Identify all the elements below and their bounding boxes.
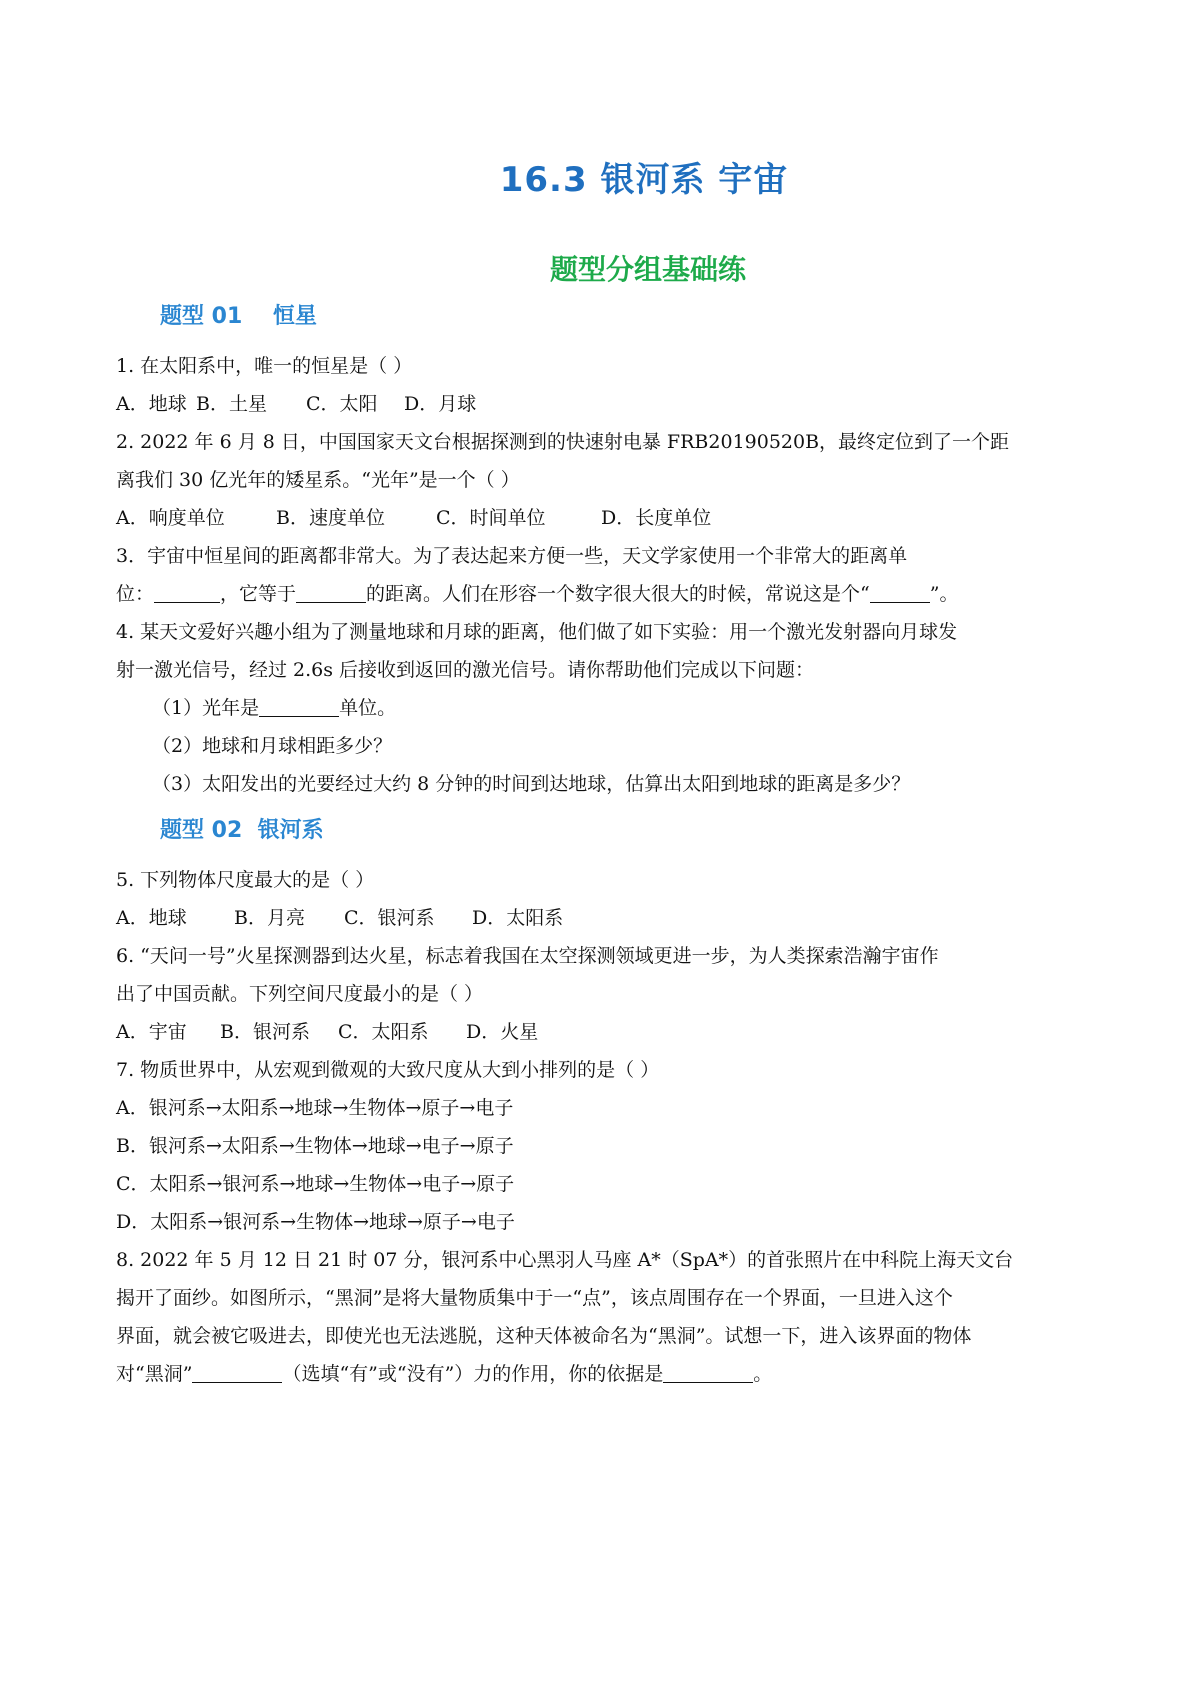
question-3-line-2 [116, 580, 1096, 608]
question-1-stem: 1. 在太阳系中，唯一的恒星是（ ） [116, 355, 413, 377]
question-6-option-c[interactable]: C．太阳系 [338, 1021, 429, 1043]
question-4-line-2: 射一激光信号，经过 2.6s 后接收到返回的激光信号。请你帮助他们完成以下问题： [116, 659, 815, 681]
question-3-text-c: 的距离。人们在形容一个数字很大很大的时候，常说这是个“ [366, 583, 870, 605]
question-2-option-c[interactable]: C．时间单位 [436, 507, 546, 529]
question-2-options [116, 504, 1096, 532]
question-8-text-a: 对“黑洞” [116, 1363, 193, 1385]
question-7-option-c[interactable]: C．太阳系→银河系→地球→生物体→电子→原子 [116, 1173, 515, 1195]
question-7-stem: 7. 物质世界中，从宏观到微观的大致尺度从大到小排列的是（ ） [116, 1059, 660, 1081]
question-7-option-b[interactable]: B．银河系→太阳系→生物体→地球→电子→原子 [116, 1135, 514, 1157]
question-1-option-a[interactable]: A．地球 [116, 393, 187, 415]
question-2-option-b[interactable]: B．速度单位 [276, 507, 385, 529]
question-4-sub-1-text: （1）光年是 [152, 697, 260, 719]
question-5-stem: 5. 下列物体尺度最大的是（ ） [116, 869, 375, 891]
question-8-line-2: 揭开了面纱。如图所示，“黑洞”是将大量物质集中于一“点”，该点周围存在一个界面，一旦进入这个 [116, 1287, 953, 1309]
answer-blank[interactable] [192, 1362, 282, 1383]
question-6-option-d[interactable]: D．火星 [466, 1021, 539, 1043]
question-6-line-2: 出了中国贡献。下列空间尺度最小的是（ ） [116, 983, 484, 1005]
question-5-option-c[interactable]: C．银河系 [344, 907, 435, 929]
question-8-text-b: （选填“有”或“没有”）力的作用，你的依据是 [282, 1363, 664, 1385]
question-3-text-d: ”。 [929, 583, 959, 605]
page-title: 16.3 银河系 宇宙 [499, 160, 789, 200]
question-7-option-a[interactable]: A．银河系→太阳系→地球→生物体→原子→电子 [116, 1097, 514, 1119]
question-1-option-b[interactable]: B．土星 [196, 393, 267, 415]
question-4-line-1: 4. 某天文爱好兴趣小组为了测量地球和月球的距离，他们做了如下实验：用一个激光发射器向月球发 [116, 621, 958, 643]
question-2-option-d[interactable]: D．长度单位 [601, 507, 712, 529]
question-2-line-2: 离我们 30 亿光年的矮星系。“光年”是一个（ ） [116, 469, 520, 491]
question-6-line-1: 6. “天问一号”火星探测器到达火星，标志着我国在太空探测领域更进一步，为人类探索浩瀚宇宙作 [116, 945, 939, 967]
question-8-line-1: 8. 2022 年 5 月 12 日 21 时 07 分，银河系中心黑羽人马座 A*（SpA*）的首张照片在中科院上海天文台 [116, 1249, 1014, 1271]
question-6-options [116, 1018, 1096, 1046]
answer-blank[interactable] [296, 582, 366, 603]
question-6-option-a[interactable]: A．宇宙 [116, 1021, 187, 1043]
question-1-option-d[interactable]: D．月球 [404, 393, 477, 415]
question-5-option-a[interactable]: A．地球 [116, 907, 187, 929]
answer-blank[interactable] [870, 582, 930, 603]
question-8-text-c: 。 [753, 1363, 773, 1385]
question-3-text-a: 位： [116, 583, 155, 605]
page-subtitle: 题型分组基础练 [549, 253, 746, 286]
question-1-option-c[interactable]: C．太阳 [306, 393, 378, 415]
section-heading-galaxy: 题型 02 银河系 [160, 818, 324, 843]
question-2-line-1: 2. 2022 年 6 月 8 日，中国国家天文台根据探测到的快速射电暴 FRB20190520B，最终定位到了一个距 [116, 431, 1010, 453]
question-5-option-d[interactable]: D．太阳系 [472, 907, 564, 929]
question-4-sub-2: （2）地球和月球相距多少？ [152, 735, 393, 757]
question-6-option-b[interactable]: B．银河系 [220, 1021, 310, 1043]
answer-blank[interactable] [259, 696, 339, 717]
answer-blank[interactable] [154, 582, 220, 603]
question-2-option-a[interactable]: A．响度单位 [116, 507, 225, 529]
question-4-sub-1-suffix: 单位。 [339, 697, 397, 719]
question-5-options [116, 904, 1096, 932]
question-8-line-3: 界面，就会被它吸进去，即使光也无法逃脱，这种天体被命名为“黑洞”。试想一下，进入该界面的物体 [116, 1325, 972, 1347]
question-1-options [116, 390, 1096, 418]
answer-blank[interactable] [663, 1362, 753, 1383]
question-7-option-d[interactable]: D．太阳系→银河系→生物体→地球→原子→电子 [116, 1211, 515, 1233]
question-3-line-1: 3．宇宙中恒星间的距离都非常大。为了表达起来方便一些，天文学家使用一个非常大的距离单 [116, 545, 908, 567]
question-4-sub-1 [152, 694, 1132, 722]
section-heading-stars: 题型 01 恒星 [160, 304, 317, 329]
question-4-sub-3: （3）太阳发出的光要经过大约 8 分钟的时间到达地球，估算出太阳到地球的距离是多少？ [152, 773, 911, 795]
question-8-line-4 [116, 1360, 1096, 1388]
question-5-option-b[interactable]: B．月亮 [234, 907, 305, 929]
question-3-text-b: ，它等于 [220, 583, 297, 605]
